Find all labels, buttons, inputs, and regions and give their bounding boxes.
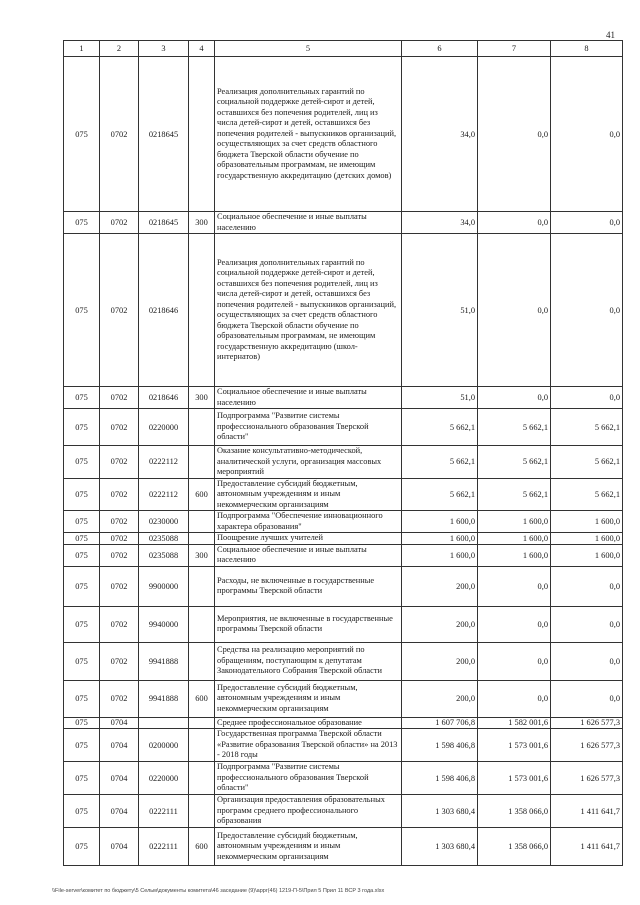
cell-amount-year1: 200,0: [402, 566, 478, 606]
cell-amount-year2: 0,0: [478, 606, 551, 642]
cell-amount-year3: 1 626 577,3: [551, 729, 623, 762]
cell-expense-type: [189, 533, 215, 545]
column-header: 6: [402, 41, 478, 57]
cell-amount-year3: 0,0: [551, 234, 623, 387]
cell-section-code: 0704: [100, 828, 139, 866]
cell-chapter-code: 075: [64, 606, 100, 642]
cell-amount-year1: 51,0: [402, 387, 478, 409]
column-number-header: [64, 41, 623, 57]
table-row: [64, 212, 623, 234]
cell-description: Подпрограмма "Развитие системы профессионального образования Тверской области": [215, 762, 402, 795]
cell-section-code: 0702: [100, 234, 139, 387]
column-header: 7: [478, 41, 551, 57]
cell-amount-year1: 34,0: [402, 212, 478, 234]
cell-chapter-code: 075: [64, 234, 100, 387]
cell-description: Предоставление субсидий бюджетным, автономным учреждениям и иным некоммерческим организациям: [215, 680, 402, 717]
cell-target-code: 0222111: [139, 795, 189, 828]
cell-amount-year2: 1 600,0: [478, 511, 551, 533]
cell-amount-year2: 0,0: [478, 387, 551, 409]
cell-chapter-code: 075: [64, 762, 100, 795]
cell-target-code: 0218645: [139, 212, 189, 234]
table-row: [64, 478, 623, 511]
cell-chapter-code: 075: [64, 680, 100, 717]
cell-amount-year3: 1 411 641,7: [551, 828, 623, 866]
table-row: [64, 642, 623, 680]
column-header: 1: [64, 41, 100, 57]
cell-description: Социальное обеспечение и иные выплаты населению: [215, 212, 402, 234]
cell-section-code: 0702: [100, 544, 139, 566]
cell-target-code: 0218646: [139, 234, 189, 387]
cell-amount-year1: 1 600,0: [402, 533, 478, 545]
cell-target-code: 0235088: [139, 544, 189, 566]
cell-amount-year1: 200,0: [402, 606, 478, 642]
table-row: [64, 606, 623, 642]
cell-amount-year2: 0,0: [478, 212, 551, 234]
cell-target-code: 9940000: [139, 606, 189, 642]
cell-amount-year3: 0,0: [551, 212, 623, 234]
table-row: [64, 762, 623, 795]
cell-amount-year3: 1 600,0: [551, 511, 623, 533]
cell-chapter-code: 075: [64, 642, 100, 680]
cell-expense-type: [189, 511, 215, 533]
cell-chapter-code: 075: [64, 544, 100, 566]
cell-section-code: 0702: [100, 642, 139, 680]
cell-description: Реализация дополнительных гарантий по социальной поддержке детей-сирот и детей, оставшихся без попечения родителей, лиц из числа детей-сирот и детей, оставшихся без попечения родителей - выпускников организаций, осуществляющих за счет средств областного бюджета Тверской области обучение по образовательным программам, не имеющим государственную аккредитацию (школ-интернатов): [215, 234, 402, 387]
cell-description: Средства на реализацию мероприятий по обращениям, поступающим к депутатам Законодательного Собрания Тверской области: [215, 642, 402, 680]
cell-target-code: 0218646: [139, 387, 189, 409]
cell-section-code: 0702: [100, 680, 139, 717]
cell-amount-year2: 1 600,0: [478, 544, 551, 566]
cell-description: Предоставление субсидий бюджетным, автономным учреждениям и иным некоммерческим организациям: [215, 828, 402, 866]
cell-amount-year3: 0,0: [551, 566, 623, 606]
cell-target-code: 0222111: [139, 828, 189, 866]
cell-amount-year2: 0,0: [478, 234, 551, 387]
table-row: [64, 446, 623, 479]
cell-amount-year1: 34,0: [402, 57, 478, 212]
cell-amount-year1: 5 662,1: [402, 409, 478, 446]
cell-chapter-code: 075: [64, 533, 100, 545]
cell-section-code: 0702: [100, 511, 139, 533]
cell-chapter-code: 075: [64, 729, 100, 762]
cell-expense-type: [189, 717, 215, 729]
cell-amount-year1: 1 598 406,8: [402, 762, 478, 795]
cell-target-code: [139, 717, 189, 729]
table-row: [64, 680, 623, 717]
cell-target-code: 9941888: [139, 680, 189, 717]
cell-amount-year3: 5 662,1: [551, 478, 623, 511]
cell-section-code: 0702: [100, 446, 139, 479]
cell-description: Подпрограмма "Развитие системы профессионального образования Тверской области": [215, 409, 402, 446]
cell-section-code: 0704: [100, 795, 139, 828]
cell-description: Мероприятия, не включенные в государственные программы Тверской области: [215, 606, 402, 642]
cell-amount-year2: 0,0: [478, 680, 551, 717]
cell-amount-year1: 1 600,0: [402, 511, 478, 533]
cell-description: Социальное обеспечение и иные выплаты населению: [215, 387, 402, 409]
cell-amount-year2: 1 358 066,0: [478, 795, 551, 828]
cell-section-code: 0702: [100, 212, 139, 234]
table-row: [64, 387, 623, 409]
cell-chapter-code: 075: [64, 795, 100, 828]
cell-section-code: 0702: [100, 566, 139, 606]
cell-amount-year3: 0,0: [551, 680, 623, 717]
cell-target-code: 9900000: [139, 566, 189, 606]
cell-amount-year2: 1 600,0: [478, 533, 551, 545]
cell-amount-year1: 1 600,0: [402, 544, 478, 566]
cell-section-code: 0702: [100, 57, 139, 212]
table-row: [64, 717, 623, 729]
cell-target-code: 0222112: [139, 478, 189, 511]
cell-amount-year2: 5 662,1: [478, 409, 551, 446]
cell-description: Предоставление субсидий бюджетным, автономным учреждениям и иным некоммерческим организациям: [215, 478, 402, 511]
cell-expense-type: [189, 795, 215, 828]
cell-chapter-code: 075: [64, 828, 100, 866]
table-row: [64, 544, 623, 566]
cell-amount-year1: 5 662,1: [402, 446, 478, 479]
cell-description: Поощрение лучших учителей: [215, 533, 402, 545]
cell-section-code: 0704: [100, 762, 139, 795]
cell-amount-year3: 0,0: [551, 642, 623, 680]
cell-amount-year3: 1 600,0: [551, 544, 623, 566]
table-row: [64, 57, 623, 212]
cell-amount-year2: 0,0: [478, 566, 551, 606]
cell-expense-type: 300: [189, 387, 215, 409]
cell-amount-year1: 200,0: [402, 680, 478, 717]
column-header: 5: [215, 41, 402, 57]
cell-amount-year1: 1 598 406,8: [402, 729, 478, 762]
cell-expense-type: [189, 446, 215, 479]
cell-chapter-code: 075: [64, 57, 100, 212]
cell-expense-type: [189, 566, 215, 606]
cell-amount-year2: 1 582 001,6: [478, 717, 551, 729]
cell-expense-type: 600: [189, 478, 215, 511]
cell-description: Государственная программа Тверской области «Развитие образования Тверской области» на 2013 - 2018 годы: [215, 729, 402, 762]
cell-expense-type: 300: [189, 212, 215, 234]
cell-target-code: 9941888: [139, 642, 189, 680]
budget-table: [63, 40, 623, 866]
cell-amount-year3: 0,0: [551, 606, 623, 642]
cell-section-code: 0702: [100, 409, 139, 446]
table-row: [64, 828, 623, 866]
cell-target-code: 0235088: [139, 533, 189, 545]
cell-expense-type: 300: [189, 544, 215, 566]
cell-amount-year3: 5 662,1: [551, 446, 623, 479]
cell-expense-type: [189, 57, 215, 212]
cell-target-code: 0230000: [139, 511, 189, 533]
cell-amount-year2: 1 358 066,0: [478, 828, 551, 866]
column-header: 4: [189, 41, 215, 57]
cell-amount-year1: 5 662,1: [402, 478, 478, 511]
cell-amount-year3: 1 600,0: [551, 533, 623, 545]
file-path-footer: \\File-server\комитет по бюджету\5 Сельм\документы комитета\46 заседание (9)\appr(46) 1219-П-5\Прил 5 Прил 11 ВСР 3 года.xlsx: [52, 888, 385, 894]
cell-amount-year2: 1 573 001,6: [478, 729, 551, 762]
cell-target-code: 0220000: [139, 762, 189, 795]
cell-description: Оказание консультативно-методической, аналитической услуги, организация массовых мероприятий: [215, 446, 402, 479]
cell-expense-type: [189, 642, 215, 680]
cell-description: Социальное обеспечение и иные выплаты населению: [215, 544, 402, 566]
cell-amount-year3: 1 411 641,7: [551, 795, 623, 828]
cell-amount-year2: 5 662,1: [478, 478, 551, 511]
cell-expense-type: [189, 762, 215, 795]
table-row: [64, 729, 623, 762]
column-header: 8: [551, 41, 623, 57]
cell-section-code: 0704: [100, 717, 139, 729]
cell-description: Среднее профессиональное образование: [215, 717, 402, 729]
cell-chapter-code: 075: [64, 212, 100, 234]
table-row: [64, 795, 623, 828]
cell-expense-type: 600: [189, 828, 215, 866]
cell-amount-year3: 0,0: [551, 387, 623, 409]
cell-description: Подпрограмма "Обеспечение инновационного характера образования": [215, 511, 402, 533]
cell-chapter-code: 075: [64, 478, 100, 511]
cell-amount-year2: 1 573 001,6: [478, 762, 551, 795]
page-number: 41: [606, 30, 615, 40]
cell-section-code: 0702: [100, 387, 139, 409]
cell-amount-year1: 1 303 680,4: [402, 795, 478, 828]
cell-amount-year3: 1 626 577,3: [551, 762, 623, 795]
cell-amount-year1: 51,0: [402, 234, 478, 387]
cell-chapter-code: 075: [64, 566, 100, 606]
cell-amount-year2: 0,0: [478, 642, 551, 680]
table-row: [64, 234, 623, 387]
cell-description: Реализация дополнительных гарантий по социальной поддержке детей-сирот и детей, оставшихся без попечения родителей, лиц из числа детей-сирот и детей, оставшихся без попечения родителей - выпускников организаций, осуществляющих за счет средств областного бюджета Тверской области обучение по образовательным программам, не имеющим государственную аккредитацию (детских домов): [215, 57, 402, 212]
cell-amount-year2: 0,0: [478, 57, 551, 212]
cell-target-code: 0218645: [139, 57, 189, 212]
cell-target-code: 0222112: [139, 446, 189, 479]
cell-section-code: 0702: [100, 478, 139, 511]
cell-section-code: 0702: [100, 606, 139, 642]
cell-amount-year2: 5 662,1: [478, 446, 551, 479]
cell-amount-year1: 200,0: [402, 642, 478, 680]
cell-chapter-code: 075: [64, 717, 100, 729]
cell-target-code: 0220000: [139, 409, 189, 446]
cell-expense-type: [189, 606, 215, 642]
cell-amount-year3: 0,0: [551, 57, 623, 212]
cell-description: Организация предоставления образовательных программ среднего профессионального образования: [215, 795, 402, 828]
table-row: [64, 566, 623, 606]
cell-amount-year3: 1 626 577,3: [551, 717, 623, 729]
cell-target-code: 0200000: [139, 729, 189, 762]
cell-chapter-code: 075: [64, 446, 100, 479]
table-row: [64, 511, 623, 533]
cell-description: Расходы, не включенные в государственные программы Тверской области: [215, 566, 402, 606]
cell-expense-type: [189, 729, 215, 762]
table-row: [64, 409, 623, 446]
cell-section-code: 0704: [100, 729, 139, 762]
column-header: 3: [139, 41, 189, 57]
cell-amount-year1: 1 607 706,8: [402, 717, 478, 729]
cell-expense-type: 600: [189, 680, 215, 717]
cell-section-code: 0702: [100, 533, 139, 545]
table-row: [64, 533, 623, 545]
cell-chapter-code: 075: [64, 511, 100, 533]
cell-amount-year1: 1 303 680,4: [402, 828, 478, 866]
cell-amount-year3: 5 662,1: [551, 409, 623, 446]
cell-chapter-code: 075: [64, 387, 100, 409]
column-header: 2: [100, 41, 139, 57]
cell-expense-type: [189, 409, 215, 446]
cell-expense-type: [189, 234, 215, 387]
cell-chapter-code: 075: [64, 409, 100, 446]
